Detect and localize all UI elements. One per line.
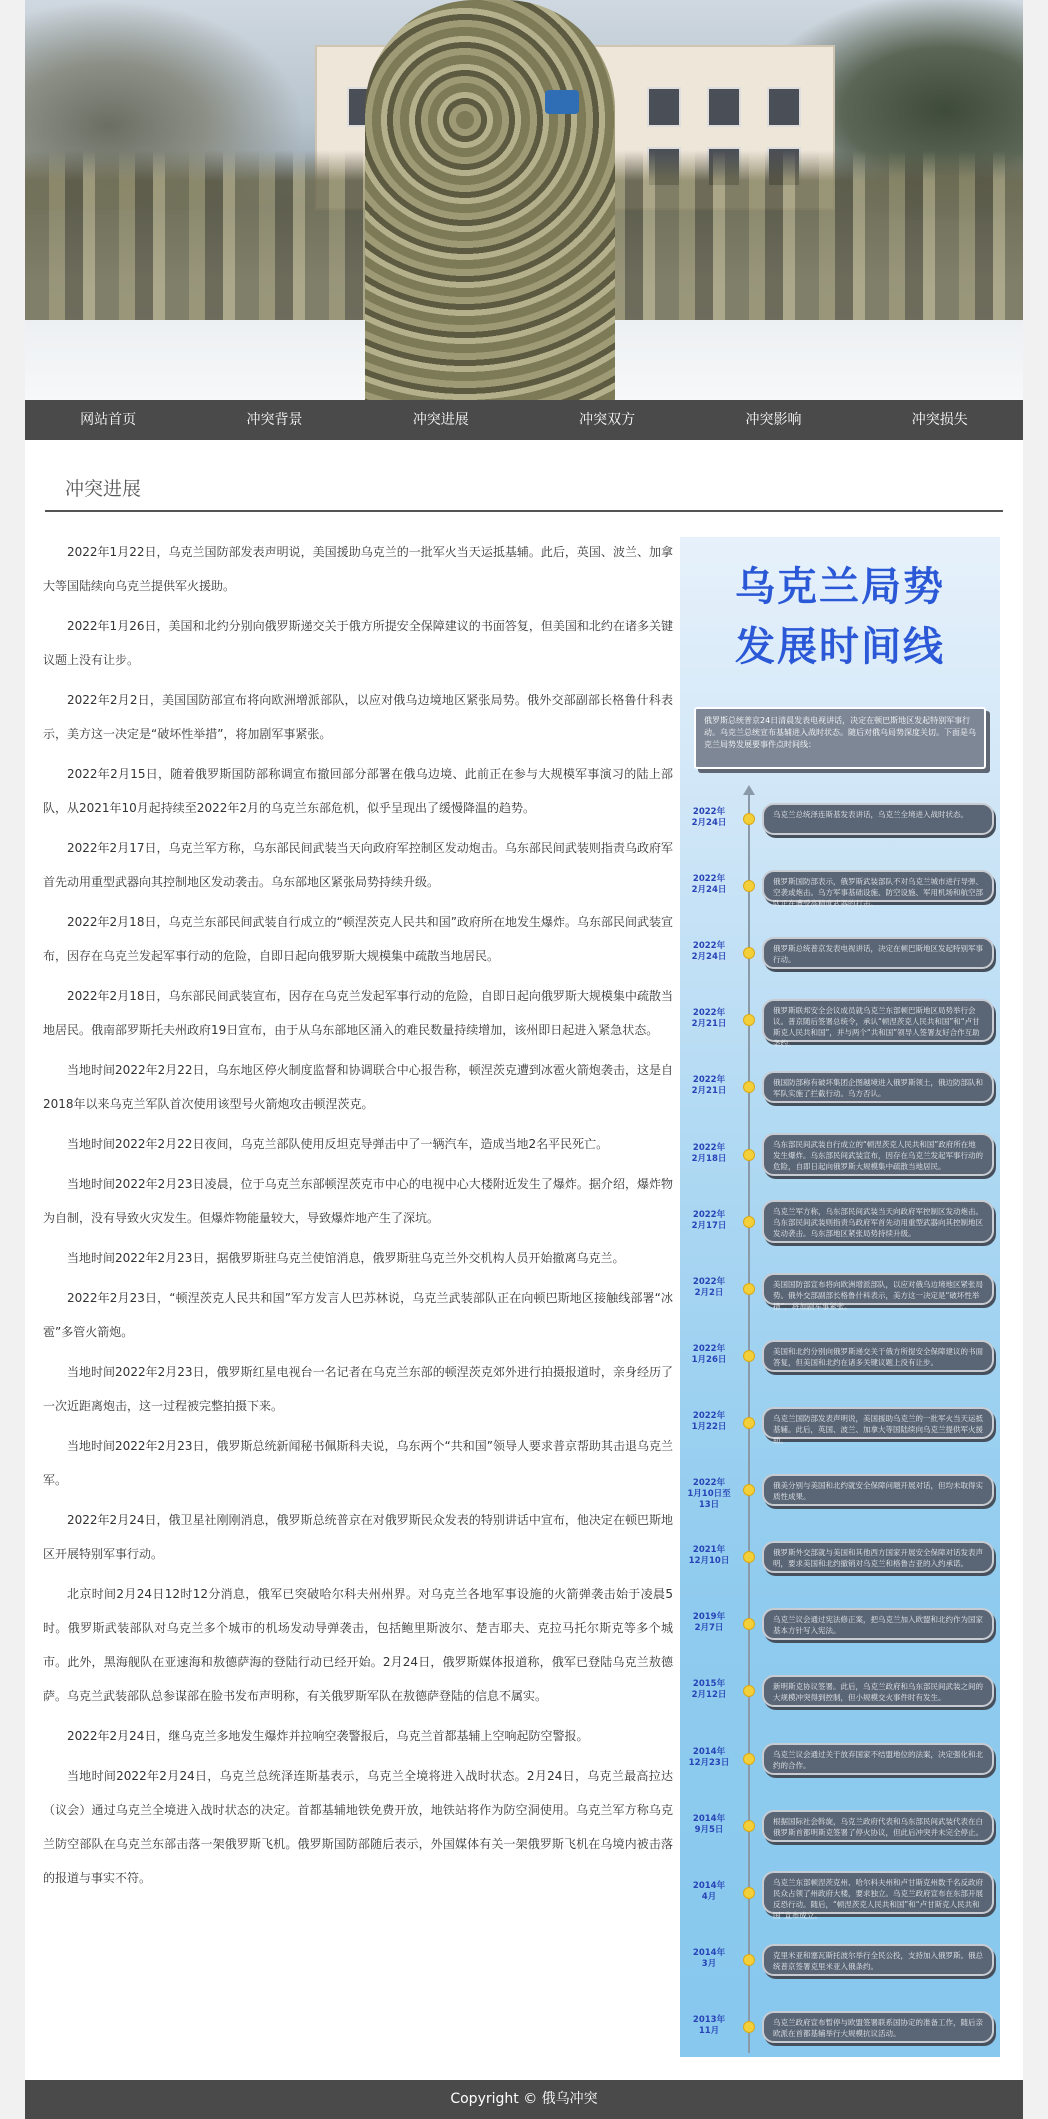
article-paragraph: 当地时间2022年2月23日，据俄罗斯驻乌克兰使馆消息，俄罗斯驻乌克兰外交机构人员开始撤离乌克兰。 [67, 1251, 625, 1265]
nav-item-impact[interactable]: 冲突影响 [745, 412, 802, 428]
timeline-dot-icon [743, 1618, 755, 1630]
timeline-event-text: 乌克兰议会通过宪法修正案，把乌克兰加入欧盟和北约作为国家基本方针写入宪法。 [762, 1608, 994, 1640]
timeline-dot-icon [743, 1954, 755, 1966]
timeline-event-date: 2022年 2月18日 [691, 1142, 727, 1164]
nav-item-progress[interactable]: 冲突进展 [412, 412, 469, 428]
article-body [43, 535, 673, 1901]
timeline-title-line1: 乌克兰局势 [735, 564, 945, 610]
article-paragraph: 当地时间2022年2月24日，乌克兰总统泽连斯基表示，乌克兰全境将进入战时状态。2月24日，乌克兰最高拉达（议会）通过乌克兰全境进入战时状态的决定。首都基辅地铁免费开放，地铁站将作为防空洞使用。乌克兰军方称乌克兰防空部队在乌克兰东部击落一架俄罗斯飞机。俄罗斯国防部随后表示，外国媒体有关一架俄罗斯飞机在乌境内被击落的报道与事实不符。 [43, 1769, 673, 1885]
timeline-event-text: 美国国防部宣布将向欧洲增派部队，以应对俄乌边境地区紧张局势。俄外交部副部长格鲁什科表示，美方这一决定是“破坏性举措”，将加剧军事紧张。 [762, 1273, 994, 1305]
timeline-event-date: 2022年 2月21日 [691, 1008, 727, 1030]
timeline-dot-icon [743, 1820, 755, 1832]
timeline-event-text: 俄国防部称有破坏集团企图越境进入俄罗斯领土，俄边防部队和军队实施了拦截行动。乌方否认。 [762, 1071, 994, 1103]
timeline-event-date: 2013年 11月 [692, 2015, 726, 2036]
timeline-dot-icon [743, 1753, 755, 1765]
timeline-event-date: 2022年 2月24日 [691, 941, 727, 963]
section-divider [45, 510, 1003, 512]
timeline-dot-icon [743, 1014, 755, 1026]
timeline-event-text: 乌克兰国防部发表声明说，美国援助乌克兰的一批军火当天运抵基辅。此后，英国、波兰、加拿大等国陆续向乌克兰提供军火援助。 [762, 1407, 994, 1439]
article-paragraph: 2022年2月15日，随着俄罗斯国防部称调宣布撤回部分部署在俄乌边境、此前正在参与大规模军事演习的陆上部队，从2021年10月起持续至2022年2月的乌克兰东部危机，似乎呈现出了缓慢降温的趋势。 [43, 767, 673, 815]
timeline-event-date: 2022年 2月24日 [691, 874, 727, 896]
nav-item-parties[interactable]: 冲突双方 [579, 412, 636, 428]
timeline-event-text: 俄罗斯总统普京发表电视讲话，决定在顿巴斯地区发起特别军事行动。 [762, 937, 994, 969]
timeline-dot-icon [743, 947, 755, 959]
footer: Copyright © 俄乌冲突 [25, 2080, 1023, 2119]
article-paragraph: 2022年2月23日，“顿涅茨克人民共和国”军方发言人巴苏林说，乌克兰武装部队正在向顿巴斯地区接触线部署“冰雹”多管火箭炮。 [43, 1291, 673, 1339]
article-paragraph: 2022年2月24日，继乌克兰多地发生爆炸并拉响空袭警报后，乌克兰首都基辅上空响起防空警报。 [67, 1729, 589, 1743]
timeline-dot-icon [743, 1887, 755, 1899]
timeline-dot-icon [743, 1149, 755, 1161]
timeline-event-date: 2014年 12月23日 [688, 1746, 730, 1768]
hero-soldier-foreground [365, 0, 615, 400]
article-paragraph: 2022年2月24日，俄卫星社刚刚消息，俄罗斯总统普京在对俄罗斯民众发表的特别讲话中宣布，他决定在顿巴斯地区开展特别军事行动。 [43, 1513, 673, 1561]
page-container [25, 0, 1023, 2119]
timeline-event-date: 2022年 1月22日 [691, 1411, 727, 1432]
timeline-event-text: 俄美分别与美国和北约就安全保障问题开展对话，但均未取得实质性成果。 [762, 1474, 994, 1506]
timeline-event-text: 乌克兰总统泽连斯基发表讲话，乌克兰全境进入战时状态。 [762, 803, 994, 835]
article-paragraph: 北京时间2月24日12时12分消息，俄军已突破哈尔科夫州州界。对乌克兰各地军事设施的火箭弹袭击始于凌晨5时。俄罗斯武装部队对乌克兰多个城市的机场发动导弹袭击，包括鲍里斯波尔、楚吉耶夫、克拉马托尔斯克等多个城市。此外，黑海舰队在亚速海和敖德萨海的登陆行动已经开始。2月24日，俄罗斯媒体报道称，俄军已登陆乌克兰敖德萨。乌克兰武装部队总参谋部在脸书发布声明称，有关俄罗斯军队在敖德萨登陆的信息不属实。 [43, 1587, 673, 1703]
timeline-dot-icon [743, 1551, 755, 1563]
timeline-event-text: 俄罗斯联邦安全会议成员就乌克兰东部顿巴斯地区局势举行会议。普京随后签署总统令，承认“顿涅茨克人民共和国”和“卢甘斯克人民共和国”，并与两个“共和国”领导人签署友好合作互助条约。 [762, 999, 994, 1042]
timeline-dot-icon [743, 1685, 755, 1697]
timeline-dot-icon [743, 1216, 755, 1228]
timeline-infographic [680, 537, 1000, 2057]
timeline-event-text: 乌东部民间武装自行成立的“顿涅茨克人民共和国”政府所在地发生爆炸。乌东部民间武装宣布，因存在乌克兰发起军事行动的危险，自即日起向俄罗斯大规模集中疏散当地居民。 [762, 1133, 994, 1176]
hero-uniform-patch [545, 90, 579, 114]
timeline-event-date: 2015年 2月12日 [691, 1679, 727, 1701]
timeline-title [680, 557, 1000, 677]
timeline-event-text: 新明斯克协议签署。此后，乌克兰政府和乌东部民间武装之间的大规模冲突得到控制，但小规模交火事件时有发生。 [762, 1675, 994, 1707]
timeline-event-date: 2022年 2月2日 [692, 1276, 726, 1298]
timeline-dot-icon [743, 813, 755, 825]
nav-item-losses[interactable]: 冲突损失 [911, 412, 968, 428]
timeline-intro: 俄罗斯总统普京24日清晨发表电视讲话，决定在顿巴斯地区发起特别军事行动。乌克兰总统宣布基辅进入战时状态。随后对俄乌局势深度关切。下面是乌克兰局势发展要事件点时间线： [694, 707, 986, 769]
timeline-event-text: 乌克兰东部顿涅茨克州、哈尔科夫州和卢甘斯克州数千名反政府民众占领了州政府大楼，要求独立。乌克兰政府宣布在东部开展反恐行动。随后，“顿涅茨克人民共和国”和“卢甘斯克人民共和国”宣布成立。 [762, 1871, 994, 1914]
section-title: 冲突进展 [65, 478, 142, 500]
timeline-event-text: 美国和北约分别向俄罗斯递交关于俄方所提安全保障建议的书面答复，但美国和北约在诸多关键议题上没有让步。 [762, 1340, 994, 1372]
nav-item-home[interactable]: 网站首页 [80, 412, 137, 428]
timeline-dot-icon [743, 880, 755, 892]
article-paragraph: 当地时间2022年2月22日夜间，乌克兰部队使用反坦克导弹击中了一辆汽车，造成当地2名平民死亡。 [67, 1137, 609, 1151]
timeline-event-date: 2014年 4月 [692, 1880, 726, 1902]
timeline-dot-icon [743, 1417, 755, 1429]
timeline-event-date: 2021年 12月10日 [688, 1545, 730, 1567]
timeline-event-date: 2022年 1月10日至 13日 [687, 1478, 731, 1511]
timeline-event-text: 乌克兰军方称，乌东部民间武装当天向政府军控制区发动炮击。乌东部民间武装则指责乌政府军首先动用重型武器向其控制地区发动袭击。乌东部地区紧张局势持续升级。 [762, 1200, 994, 1243]
timeline-event-date: 2019年 2月7日 [692, 1612, 726, 1634]
timeline-event-date: 2022年 2月21日 [691, 1075, 727, 1097]
timeline-event-text: 克里米亚和塞瓦斯托波尔举行全民公投，支持加入俄罗斯。俄总统普京签署克里米亚入俄条约。 [762, 1944, 994, 1976]
hero-image [25, 0, 1023, 400]
timeline-event-text: 乌克兰政府宣布暂停与欧盟签署联系国协定的准备工作，随后亲欧派在首都基辅举行大规模抗议活动。 [762, 2011, 994, 2043]
article-paragraph: 2022年2月17日，乌克兰军方称，乌东部民间武装当天向政府军控制区发动炮击。乌东部民间武装则指责乌政府军首先动用重型武器向其控制地区发动袭击。乌东部地区紧张局势持续升级。 [43, 841, 673, 889]
timeline-title-line2: 发展时间线 [735, 624, 945, 670]
timeline-event-date: 2022年 2月24日 [691, 807, 727, 828]
article-paragraph: 当地时间2022年2月23日凌晨，位于乌克兰东部顿涅茨克市中心的电视中心大楼附近发生了爆炸。据介绍，爆炸物为自制，没有导致火灾发生。但爆炸物能量较大，导致爆炸地产生了深坑。 [43, 1177, 673, 1225]
article-paragraph: 2022年2月18日，乌东部民间武装宣布，因存在乌克兰发起军事行动的危险，自即日起向俄罗斯大规模集中疏散当地居民。俄南部罗斯托夫州政府19日宣布，由于从乌东部地区涌入的难民数量持续增加，该州即日起进入紧急状态。 [43, 989, 673, 1037]
article-paragraph: 2022年2月18日，乌克兰东部民间武装自行成立的“顿涅茨克人民共和国”政府所在地发生爆炸。乌东部民间武装宣布，因存在乌克兰发起军事行动的危险，自即日起向俄罗斯大规模集中疏散当地居民。 [43, 915, 673, 963]
main-nav [25, 400, 1023, 440]
timeline-dot-icon [743, 1350, 755, 1362]
timeline-event-date: 2022年 2月17日 [691, 1209, 727, 1231]
timeline-dot-icon [743, 2021, 755, 2033]
timeline-event-date: 2014年 9月5日 [692, 1813, 726, 1835]
timeline-event-text: 根据国际社会斡旋，乌克兰政府代表和乌东部民间武装代表在白俄罗斯首都明斯克签署了停火协议，但此后冲突并未完全停止。 [762, 1810, 994, 1842]
timeline-event-text: 乌克兰议会通过关于放弃国家不结盟地位的法案，决定强化和北约的合作。 [762, 1743, 994, 1775]
timeline-event-date: 2022年 1月26日 [691, 1343, 727, 1365]
article-paragraph: 当地时间2022年2月23日，俄罗斯红星电视台一名记者在乌克兰东部的顿涅茨克郊外进行拍摄报道时，亲身经历了一次近距离炮击，这一过程被完整拍摄下来。 [43, 1365, 673, 1413]
nav-item-background[interactable]: 冲突背景 [246, 412, 303, 428]
article-paragraph: 当地时间2022年2月22日，乌东地区停火制度监督和协调联合中心报告称，顿涅茨克遭到冰雹火箭炮袭击，这是自2018年以来乌克兰军队首次使用该型号火箭炮攻击顿涅茨克。 [43, 1063, 673, 1111]
timeline-dot-icon [743, 1081, 755, 1093]
article-paragraph: 2022年2月2日，美国国防部宣布将向欧洲增派部队，以应对俄乌边境地区紧张局势。俄外交部副部长格鲁什科表示，美方这一决定是“破坏性举措”，将加剧军事紧张。 [43, 693, 673, 741]
article-paragraph: 2022年1月22日，乌克兰国防部发表声明说，美国援助乌克兰的一批军火当天运抵基辅。此后，英国、波兰、加拿大等国陆续向乌克兰提供军火援助。 [43, 545, 673, 593]
timeline-event-date: 2014年 3月 [692, 1947, 726, 1969]
article-paragraph: 2022年1月26日，美国和北约分别向俄罗斯递交关于俄方所提安全保障建议的书面答复，但美国和北约在诸多关键议题上没有让步。 [43, 619, 673, 667]
article-paragraph: 当地时间2022年2月23日，俄罗斯总统新闻秘书佩斯科夫说，乌东两个“共和国”领导人要求普京帮助其击退乌克兰军。 [43, 1439, 673, 1487]
timeline-dot-icon [743, 1283, 755, 1295]
timeline-dot-icon [743, 1484, 755, 1496]
timeline-event-text: 俄罗斯国防部表示，俄罗斯武装部队不对乌克兰城市进行导弹、空袭或炮击。乌方军事基础设施、防空设施、军用机场和航空部队正在遭受高精度武器的打击。 [762, 870, 994, 902]
timeline-event-text: 俄罗斯外交部就与美国和其他西方国家开展安全保障对话发表声明，要求美国和北约撤销对乌克兰和格鲁吉亚的入约承诺。 [762, 1541, 994, 1573]
